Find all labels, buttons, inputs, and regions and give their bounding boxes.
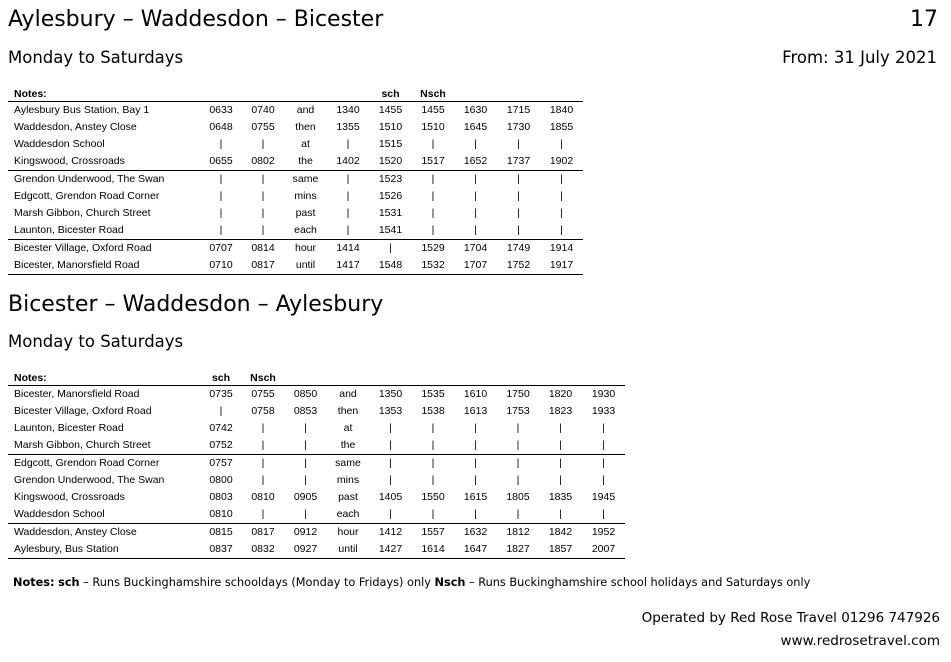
route-number: 17 bbox=[910, 7, 938, 32]
departure-time: 1613 bbox=[463, 405, 488, 417]
stop-name: Marsh Gibbon, Church Street bbox=[8, 437, 200, 455]
table-row bbox=[8, 257, 583, 275]
inbound-timetable bbox=[8, 371, 625, 559]
sch-code: sch bbox=[58, 576, 80, 589]
departure-time: at bbox=[343, 422, 353, 434]
departure-time: 1855 bbox=[549, 121, 574, 133]
departure-time: | bbox=[304, 474, 307, 486]
departure-time: 1427 bbox=[369, 541, 412, 559]
departure-time: 0742 bbox=[209, 422, 233, 434]
departure-time: 1538 bbox=[421, 405, 445, 417]
departure-time: | bbox=[497, 437, 539, 455]
departure-time: each bbox=[284, 222, 327, 240]
departure-time: | bbox=[431, 190, 435, 202]
departure-time: 1805 bbox=[506, 491, 530, 503]
table-row bbox=[8, 222, 583, 240]
departure-time: | bbox=[412, 506, 454, 524]
departure-time: | bbox=[582, 506, 625, 524]
table-row bbox=[8, 136, 583, 153]
stop-name: Grendon Underwood, The Swan bbox=[14, 474, 165, 486]
departure-time: 1652 bbox=[454, 153, 497, 171]
departure-time: 1355 bbox=[336, 121, 360, 133]
departure-time: | bbox=[454, 437, 497, 455]
departure-time: | bbox=[431, 138, 435, 150]
departure-time: | bbox=[346, 138, 350, 150]
outbound-days: Monday to Saturdays bbox=[8, 48, 184, 67]
departure-time: | bbox=[219, 138, 223, 150]
departure-time: | bbox=[560, 190, 563, 202]
column-note bbox=[327, 371, 369, 386]
table-row bbox=[8, 386, 625, 404]
departure-time: | bbox=[369, 506, 412, 524]
departure-time: | bbox=[474, 138, 477, 150]
departure-time: | bbox=[389, 457, 392, 469]
departure-time: 1945 bbox=[591, 491, 616, 503]
table-row bbox=[8, 524, 625, 542]
departure-time: mins bbox=[336, 474, 360, 486]
departure-time: 1645 bbox=[463, 121, 488, 133]
departure-time: 1630 bbox=[463, 104, 488, 116]
departure-time: 1857 bbox=[539, 541, 582, 559]
column-note bbox=[412, 371, 454, 386]
departure-time: | bbox=[559, 457, 562, 469]
departure-time: hour bbox=[337, 526, 359, 538]
footnote bbox=[13, 576, 810, 589]
departure-time: | bbox=[261, 173, 265, 185]
departure-time: | bbox=[454, 506, 497, 524]
stop-name: Bicester Village, Oxford Road bbox=[14, 405, 152, 417]
departure-time: | bbox=[261, 474, 265, 486]
departure-time: | bbox=[560, 173, 563, 185]
stop-name: Waddesdon School bbox=[14, 138, 105, 150]
stop-name: Marsh Gibbon, Church Street bbox=[14, 207, 151, 219]
stop-name: Aylesbury, Bus Station bbox=[8, 541, 200, 559]
departure-time: 1414 bbox=[336, 242, 360, 254]
departure-time: until bbox=[327, 541, 369, 559]
column-note bbox=[497, 87, 540, 102]
departure-time: 1823 bbox=[548, 405, 573, 417]
sch-description: – Runs Buckinghamshire schooldays (Monday to Fridays) only bbox=[79, 576, 435, 589]
nsch-code: Nsch bbox=[434, 576, 466, 589]
notes-header-row bbox=[8, 371, 625, 386]
column-note bbox=[200, 87, 242, 102]
departure-time: 0837 bbox=[200, 541, 242, 559]
column-note: sch bbox=[200, 371, 242, 386]
departure-time: | bbox=[474, 457, 477, 469]
inbound-route-title: Bicester – Waddesdon – Aylesbury bbox=[8, 292, 384, 317]
table-row bbox=[8, 119, 583, 136]
departure-time: then bbox=[337, 405, 359, 417]
departure-time: 1510 bbox=[378, 121, 403, 133]
departure-time: 1402 bbox=[327, 153, 369, 171]
departure-time: 0802 bbox=[242, 153, 284, 171]
departure-time: 0912 bbox=[293, 526, 318, 538]
departure-time: 1752 bbox=[497, 257, 540, 275]
departure-time: | bbox=[540, 222, 583, 240]
departure-time: 1417 bbox=[327, 257, 369, 275]
departure-time: same bbox=[335, 457, 361, 469]
column-note bbox=[369, 371, 412, 386]
departure-time: | bbox=[582, 437, 625, 455]
departure-time: 0800 bbox=[209, 474, 233, 486]
table-row bbox=[8, 420, 625, 437]
departure-time: | bbox=[539, 437, 582, 455]
departure-time: | bbox=[517, 190, 520, 202]
departure-time: 2007 bbox=[582, 541, 625, 559]
departure-time: 1517 bbox=[412, 153, 454, 171]
departure-time: mins bbox=[294, 190, 317, 202]
departure-time: | bbox=[516, 474, 520, 486]
column-note bbox=[284, 371, 327, 386]
table-row bbox=[8, 506, 625, 524]
departure-time: | bbox=[261, 457, 265, 469]
departure-time: | bbox=[284, 437, 327, 455]
departure-time: 1529 bbox=[421, 242, 445, 254]
departure-time: then bbox=[295, 121, 316, 133]
departure-time: 1412 bbox=[378, 526, 403, 538]
departure-time: 1737 bbox=[497, 153, 540, 171]
table-row bbox=[8, 102, 583, 120]
departure-time: 1535 bbox=[421, 388, 445, 400]
departure-time: 1952 bbox=[591, 526, 616, 538]
departure-time: | bbox=[412, 222, 454, 240]
stop-name: Waddesdon, Anstey Close bbox=[14, 121, 137, 133]
departure-time: 1827 bbox=[497, 541, 539, 559]
departure-time: | bbox=[431, 207, 435, 219]
departure-time: | bbox=[261, 190, 265, 202]
departure-time: | bbox=[261, 422, 265, 434]
departure-time: 0927 bbox=[284, 541, 327, 559]
departure-time: | bbox=[431, 474, 435, 486]
outbound-timetable bbox=[8, 87, 583, 275]
table-row bbox=[8, 240, 583, 258]
departure-time: | bbox=[560, 138, 563, 150]
stop-name: Bicester, Manorsfield Road bbox=[14, 388, 140, 400]
departure-time: 0817 bbox=[251, 526, 275, 538]
departure-time: each bbox=[327, 506, 369, 524]
stop-name: Edgcott, Grendon Road Corner bbox=[14, 457, 160, 469]
table-row bbox=[8, 437, 625, 455]
footnote-label: Notes: bbox=[13, 576, 55, 589]
departure-time: 1557 bbox=[421, 526, 445, 538]
departure-time: the bbox=[284, 153, 327, 171]
table-row bbox=[8, 153, 583, 171]
departure-time: | bbox=[602, 457, 605, 469]
departure-time: | bbox=[602, 422, 605, 434]
stop-name: Bicester Village, Oxford Road bbox=[14, 242, 152, 254]
departure-time: | bbox=[559, 474, 562, 486]
departure-time: 0850 bbox=[293, 388, 318, 400]
departure-time: | bbox=[560, 207, 563, 219]
departure-time: | bbox=[559, 422, 562, 434]
departure-time: 1610 bbox=[463, 388, 488, 400]
notes-label: Notes: bbox=[8, 371, 200, 386]
departure-time: 1455 bbox=[421, 104, 445, 116]
stop-name: Waddesdon School bbox=[8, 506, 200, 524]
departure-time: 1548 bbox=[369, 257, 412, 275]
departure-time: | bbox=[242, 506, 284, 524]
departure-time: 1842 bbox=[548, 526, 573, 538]
departure-time: and bbox=[296, 104, 315, 116]
departure-time: | bbox=[539, 506, 582, 524]
stop-name: Aylesbury Bus Station, Bay 1 bbox=[14, 104, 150, 116]
departure-time: 1340 bbox=[336, 104, 360, 116]
departure-time: 1812 bbox=[506, 526, 530, 538]
table-row bbox=[8, 188, 583, 205]
departure-time: | bbox=[454, 222, 497, 240]
departure-time: 0853 bbox=[293, 405, 318, 417]
departure-time: 1715 bbox=[506, 104, 531, 116]
departure-time: | bbox=[261, 138, 265, 150]
departure-time: | bbox=[304, 457, 307, 469]
inbound-days: Monday to Saturdays bbox=[8, 332, 184, 351]
departure-time: 0755 bbox=[251, 121, 275, 133]
departure-time: same bbox=[292, 173, 319, 185]
notes-label: Notes: bbox=[8, 87, 200, 102]
departure-time: 1647 bbox=[454, 541, 497, 559]
departure-time: past bbox=[295, 207, 316, 219]
departure-time: 0710 bbox=[200, 257, 242, 275]
departure-time: 1730 bbox=[506, 121, 531, 133]
departure-time: 0735 bbox=[209, 388, 233, 400]
departure-time: 1523 bbox=[378, 173, 403, 185]
departure-time: | bbox=[516, 422, 520, 434]
departure-time: 1532 bbox=[412, 257, 454, 275]
departure-time: 1902 bbox=[540, 153, 583, 171]
table-row bbox=[8, 403, 625, 420]
departure-time: 1917 bbox=[540, 257, 583, 275]
column-note bbox=[242, 87, 284, 102]
departure-time: | bbox=[497, 222, 540, 240]
departure-time: 1614 bbox=[412, 541, 454, 559]
departure-time: 1541 bbox=[369, 222, 412, 240]
table-row bbox=[8, 455, 625, 473]
departure-time: 0757 bbox=[209, 457, 233, 469]
departure-time: 1914 bbox=[549, 242, 574, 254]
departure-time: 0817 bbox=[242, 257, 284, 275]
stop-name: Edgcott, Grendon Road Corner bbox=[14, 190, 160, 202]
table-row bbox=[8, 205, 583, 222]
departure-time: | bbox=[346, 190, 350, 202]
departure-time: 0633 bbox=[209, 104, 233, 116]
departure-time: | bbox=[602, 474, 605, 486]
departure-time: 1615 bbox=[463, 491, 488, 503]
departure-time: | bbox=[474, 474, 477, 486]
departure-time: 0810 bbox=[200, 506, 242, 524]
operator-website: www.redrosetravel.com bbox=[780, 633, 940, 649]
departure-time: | bbox=[219, 173, 223, 185]
column-note bbox=[497, 371, 539, 386]
column-note bbox=[454, 371, 497, 386]
outbound-route-title: Aylesbury – Waddesdon – Bicester bbox=[8, 7, 384, 32]
departure-time: 1510 bbox=[421, 121, 445, 133]
departure-time: | bbox=[219, 190, 223, 202]
departure-time: | bbox=[327, 222, 369, 240]
stop-name: Launton, Bicester Road bbox=[8, 222, 200, 240]
departure-time: 1707 bbox=[454, 257, 497, 275]
departure-time: | bbox=[261, 207, 265, 219]
departure-time: | bbox=[304, 422, 307, 434]
column-note bbox=[582, 371, 625, 386]
departure-time: 1840 bbox=[549, 104, 574, 116]
stop-name: Launton, Bicester Road bbox=[14, 422, 124, 434]
departure-time: at bbox=[301, 138, 310, 150]
column-note bbox=[454, 87, 497, 102]
departure-time: | bbox=[369, 437, 412, 455]
departure-time: | bbox=[474, 173, 477, 185]
departure-time: 1704 bbox=[463, 242, 488, 254]
departure-time: hour bbox=[294, 242, 316, 254]
departure-time: 0707 bbox=[209, 242, 233, 254]
departure-time: 0815 bbox=[209, 526, 233, 538]
nsch-description: – Runs Buckinghamshire school holidays and Saturdays only bbox=[465, 576, 811, 589]
column-note bbox=[539, 371, 582, 386]
departure-time: 1405 bbox=[378, 491, 403, 503]
departure-time: | bbox=[219, 405, 223, 417]
departure-time: | bbox=[389, 422, 392, 434]
departure-time: | bbox=[517, 138, 520, 150]
departure-time: 0655 bbox=[200, 153, 242, 171]
operator-line: Operated by Red Rose Travel 01296 747926 bbox=[641, 610, 940, 626]
departure-time: | bbox=[284, 506, 327, 524]
stop-name: Waddesdon, Anstey Close bbox=[14, 526, 137, 538]
departure-time: 1750 bbox=[506, 388, 530, 400]
departure-time: 0832 bbox=[242, 541, 284, 559]
notes-header-row bbox=[8, 87, 583, 102]
departure-time: | bbox=[242, 437, 284, 455]
departure-time: 1753 bbox=[506, 405, 530, 417]
column-note bbox=[284, 87, 327, 102]
departure-time: 1749 bbox=[506, 242, 531, 254]
departure-time: 1531 bbox=[378, 207, 403, 219]
departure-time: | bbox=[517, 173, 520, 185]
stop-name: Kingswood, Crossroads bbox=[14, 491, 125, 503]
departure-time: | bbox=[516, 457, 520, 469]
departure-time: | bbox=[474, 190, 477, 202]
departure-time: | bbox=[389, 242, 392, 254]
column-note: sch bbox=[369, 87, 412, 102]
column-note bbox=[327, 87, 369, 102]
departure-time: 1353 bbox=[378, 405, 403, 417]
departure-time: 1520 bbox=[369, 153, 412, 171]
column-note bbox=[540, 87, 583, 102]
departure-time: | bbox=[517, 207, 520, 219]
departure-time: 0803 bbox=[209, 491, 233, 503]
departure-time: 1820 bbox=[548, 388, 573, 400]
table-row bbox=[8, 171, 583, 189]
departure-time: | bbox=[242, 222, 284, 240]
departure-time: 1632 bbox=[463, 526, 488, 538]
departure-time: | bbox=[412, 437, 454, 455]
departure-time: | bbox=[200, 222, 242, 240]
departure-time: 1515 bbox=[378, 138, 403, 150]
departure-time: 0814 bbox=[251, 242, 275, 254]
departure-time: | bbox=[389, 474, 392, 486]
departure-time: | bbox=[431, 422, 435, 434]
departure-time: past bbox=[338, 491, 358, 503]
table-row bbox=[8, 472, 625, 489]
departure-time: 0810 bbox=[251, 491, 275, 503]
departure-time: 1350 bbox=[378, 388, 403, 400]
departure-time: | bbox=[219, 207, 223, 219]
departure-time: 1526 bbox=[378, 190, 403, 202]
departure-time: 0648 bbox=[209, 121, 233, 133]
stop-name: Grendon Underwood, The Swan bbox=[14, 173, 165, 185]
departure-time: 1550 bbox=[421, 491, 445, 503]
departure-time: | bbox=[474, 422, 477, 434]
departure-time: 0752 bbox=[200, 437, 242, 455]
column-note: Nsch bbox=[412, 87, 454, 102]
departure-time: | bbox=[431, 457, 435, 469]
departure-time: until bbox=[284, 257, 327, 275]
departure-time: 0740 bbox=[251, 104, 275, 116]
departure-time: | bbox=[346, 207, 350, 219]
departure-time: the bbox=[327, 437, 369, 455]
departure-time: and bbox=[339, 388, 357, 400]
departure-time: | bbox=[346, 173, 350, 185]
departure-time: 1933 bbox=[591, 405, 616, 417]
departure-time: | bbox=[474, 207, 477, 219]
column-note: Nsch bbox=[242, 371, 284, 386]
departure-time: | bbox=[431, 173, 435, 185]
effective-date: From: 31 July 2021 bbox=[782, 48, 937, 67]
departure-time: 1930 bbox=[591, 388, 616, 400]
departure-time: 1835 bbox=[548, 491, 573, 503]
departure-time: 0758 bbox=[251, 405, 275, 417]
stop-name: Kingswood, Crossroads bbox=[8, 153, 200, 171]
departure-time: 1455 bbox=[378, 104, 403, 116]
table-row bbox=[8, 489, 625, 506]
stop-name: Bicester, Manorsfield Road bbox=[8, 257, 200, 275]
departure-time: | bbox=[497, 506, 539, 524]
departure-time: 0755 bbox=[251, 388, 275, 400]
table-row bbox=[8, 541, 625, 559]
departure-time: 0905 bbox=[293, 491, 318, 503]
